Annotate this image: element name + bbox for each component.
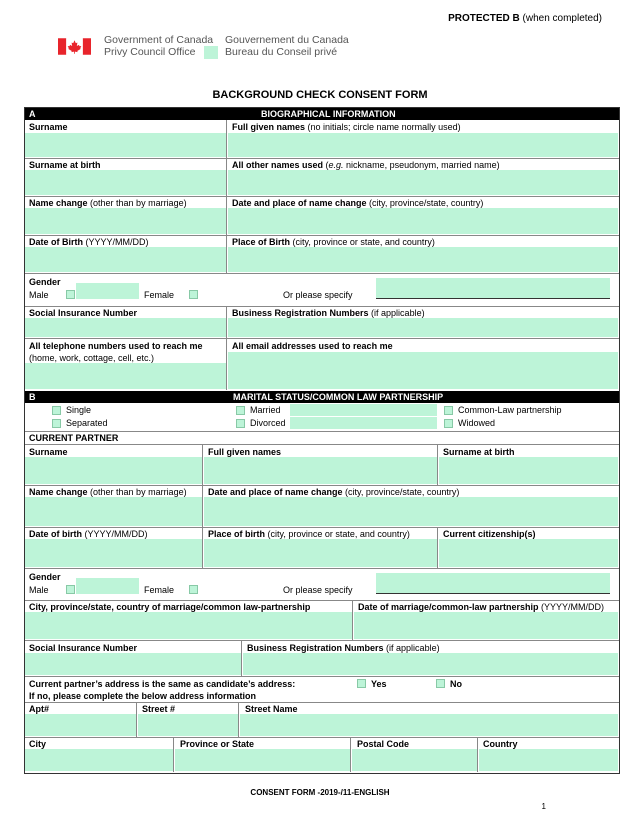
specify-underline [376, 298, 610, 299]
divider [437, 444, 438, 485]
label-date-of-birth: Date of Birth (YYYY/MM/DD) [29, 237, 149, 247]
yes-checkbox[interactable] [357, 679, 366, 688]
label-partner-pob: Place of birth (city, province or state, and country) [208, 529, 410, 539]
gender-specify-field[interactable] [376, 278, 610, 298]
section-b-header: B MARITAL STATUS/COMMON LAW PARTNERSHIP [25, 391, 619, 403]
divider [25, 702, 619, 703]
partner-date-place-field[interactable] [204, 497, 618, 526]
specify-underline [376, 593, 610, 594]
widowed-checkbox[interactable] [444, 419, 453, 428]
marital-fill [290, 417, 437, 429]
label-no: No [450, 679, 462, 689]
section-a-header: A BIOGRAPHICAL INFORMATION [25, 108, 619, 120]
divider [25, 485, 619, 486]
label-city: City [29, 739, 47, 749]
partner-surname-field[interactable] [25, 457, 202, 484]
phones-field[interactable] [25, 363, 226, 389]
divider [25, 431, 619, 432]
date-of-birth-field[interactable] [25, 247, 226, 272]
brn-field[interactable] [228, 318, 618, 337]
label-male: Male [29, 290, 49, 300]
divider [241, 640, 242, 676]
label-widowed: Widowed [458, 418, 496, 428]
page-number: 1 [541, 802, 546, 811]
divider [352, 600, 353, 640]
partner-dob-field[interactable] [25, 539, 202, 567]
country-field[interactable] [479, 749, 618, 771]
form-title: BACKGROUND CHECK CONSENT FORM [212, 89, 428, 101]
sin-field[interactable] [25, 318, 226, 337]
label-partner-gender: Gender [29, 572, 61, 582]
gov-name-french: Gouvernement du Canada Bureau du Conseil privé [225, 34, 349, 58]
apt-field[interactable] [25, 714, 136, 736]
male-checkbox[interactable] [66, 290, 75, 299]
label-date-place-name-change: Date and place of name change (city, province/state, country) [232, 198, 484, 208]
divorced-checkbox[interactable] [236, 419, 245, 428]
header-fill-box [204, 46, 218, 59]
label-partner-surname: Surname [29, 447, 68, 457]
divider [25, 676, 619, 677]
label-if-no: If no, please complete the below address information [29, 691, 257, 701]
divider [202, 444, 203, 485]
label-partner-name-change: Name change (other than by marriage) [29, 487, 187, 497]
single-checkbox[interactable] [52, 406, 61, 415]
label-divorced: Divorced [250, 418, 286, 428]
label-phones-note: (home, work, cottage, cell, etc.) [29, 353, 155, 363]
label-current-partner: CURRENT PARTNER [29, 433, 119, 443]
partner-female-checkbox[interactable] [189, 585, 198, 594]
label-apt: Apt# [29, 704, 49, 714]
label-specify: Or please specify [283, 290, 353, 300]
divider [25, 306, 619, 307]
gender-fill [76, 578, 139, 594]
label-partner-specify: Or please specify [283, 585, 353, 595]
place-of-birth-field[interactable] [228, 247, 618, 272]
divider [25, 737, 619, 738]
divider [25, 444, 619, 445]
emails-field[interactable] [228, 352, 618, 389]
label-partner-brn: Business Registration Numbers (if applicable) [247, 643, 440, 653]
divider [136, 702, 137, 737]
partner-brn-field[interactable] [243, 653, 618, 675]
gov-name-english: Government of Canada Privy Council Office [104, 34, 214, 58]
divider [477, 737, 478, 772]
marriage-place-field[interactable] [25, 612, 352, 639]
label-partner-male: Male [29, 585, 49, 595]
label-surname: Surname [29, 122, 68, 132]
marriage-date-field[interactable] [354, 612, 618, 639]
canada-flag-icon [58, 38, 91, 55]
divider [226, 235, 227, 273]
surname-field[interactable] [25, 133, 226, 157]
surname-at-birth-field[interactable] [25, 170, 226, 195]
other-names-field[interactable] [228, 170, 618, 195]
divider [25, 235, 619, 236]
label-common-law: Common-Law partnership [458, 405, 562, 415]
label-postal-code: Postal Code [357, 739, 410, 749]
name-change-field[interactable] [25, 208, 226, 234]
label-female: Female [144, 290, 175, 300]
label-same-address: Current partner’s address is the same as candidate’s address: [29, 679, 296, 689]
label-partner-date-place: Date and place of name change (city, province/state, country) [208, 487, 460, 497]
label-yes: Yes [371, 679, 387, 689]
label-country: Country [483, 739, 518, 749]
province-field[interactable] [175, 749, 350, 771]
label-marriage-place: City, province/state, country of marriage/common law-partnership [29, 602, 311, 612]
label-partner-sin: Social Insurance Number [29, 643, 138, 653]
label-phones: All telephone numbers used to reach me [29, 341, 203, 351]
female-checkbox[interactable] [189, 290, 198, 299]
label-partner-dob: Date of birth (YYYY/MM/DD) [29, 529, 148, 539]
partner-sin-field[interactable] [25, 653, 241, 675]
divider [226, 306, 227, 338]
no-checkbox[interactable] [436, 679, 445, 688]
partner-pob-field[interactable] [204, 539, 437, 567]
label-partner-female: Female [144, 585, 175, 595]
married-checkbox[interactable] [236, 406, 245, 415]
divider [238, 702, 239, 737]
divider [173, 737, 174, 772]
label-separated: Separated [66, 418, 108, 428]
full-given-names-field[interactable] [228, 133, 618, 157]
label-name-change: Name change (other than by marriage) [29, 198, 187, 208]
form-identifier: CONSENT FORM -2019-/11-ENGLISH [250, 788, 390, 797]
divider [226, 158, 227, 196]
divider [202, 485, 203, 527]
label-gender: Gender [29, 277, 61, 287]
divider [25, 338, 619, 339]
label-marriage-date: Date of marriage/common-law partnership (YYYY/MM/DD) [358, 602, 605, 612]
label-married: Married [250, 405, 281, 415]
label-sin: Social Insurance Number [29, 308, 138, 318]
marital-fill [290, 404, 437, 416]
date-place-name-change-field[interactable] [228, 208, 618, 234]
gender-fill [76, 283, 139, 299]
partner-citizenship-field[interactable] [439, 539, 618, 567]
street-name-field[interactable] [240, 714, 618, 736]
divider [226, 196, 227, 235]
divider [25, 273, 619, 274]
divider [25, 196, 619, 197]
label-place-of-birth: Place of Birth (city, province or state, and country) [232, 237, 435, 247]
divider [226, 120, 227, 158]
label-street-number: Street # [142, 704, 176, 714]
divider [202, 527, 203, 568]
separated-checkbox[interactable] [52, 419, 61, 428]
common-law-checkbox[interactable] [444, 406, 453, 415]
label-emails: All email addresses used to reach me [232, 341, 393, 351]
divider [25, 600, 619, 601]
divider [350, 737, 351, 772]
label-other-names: All other names used (e.g. nickname, pseudonym, married name) [232, 160, 500, 170]
divider [25, 158, 619, 159]
partner-name-change-field[interactable] [25, 497, 202, 526]
label-street-name: Street Name [245, 704, 298, 714]
protected-notice: PROTECTED B (when completed) [448, 13, 602, 24]
postal-code-field[interactable] [352, 749, 477, 771]
partner-gender-specify-field[interactable] [376, 573, 610, 593]
label-full-given-names: Full given names (no initials; circle name normally used) [232, 122, 461, 132]
divider [226, 338, 227, 390]
partner-full-given-field[interactable] [204, 457, 437, 484]
label-single: Single [66, 405, 92, 415]
divider [437, 527, 438, 568]
divider [25, 527, 619, 528]
label-province: Province or State [180, 739, 255, 749]
label-brn: Business Registration Numbers (if applicable) [232, 308, 425, 318]
label-surname-at-birth: Surname at birth [29, 160, 101, 170]
divider [25, 640, 619, 641]
partner-male-checkbox[interactable] [66, 585, 75, 594]
label-partner-citizenship: Current citizenship(s) [443, 529, 536, 539]
label-partner-surname-birth: Surname at birth [443, 447, 515, 457]
street-number-field[interactable] [138, 714, 238, 736]
partner-surname-birth-field[interactable] [439, 457, 618, 484]
divider [25, 568, 619, 569]
city-field[interactable] [25, 749, 173, 771]
label-partner-full-given: Full given names [208, 447, 282, 457]
